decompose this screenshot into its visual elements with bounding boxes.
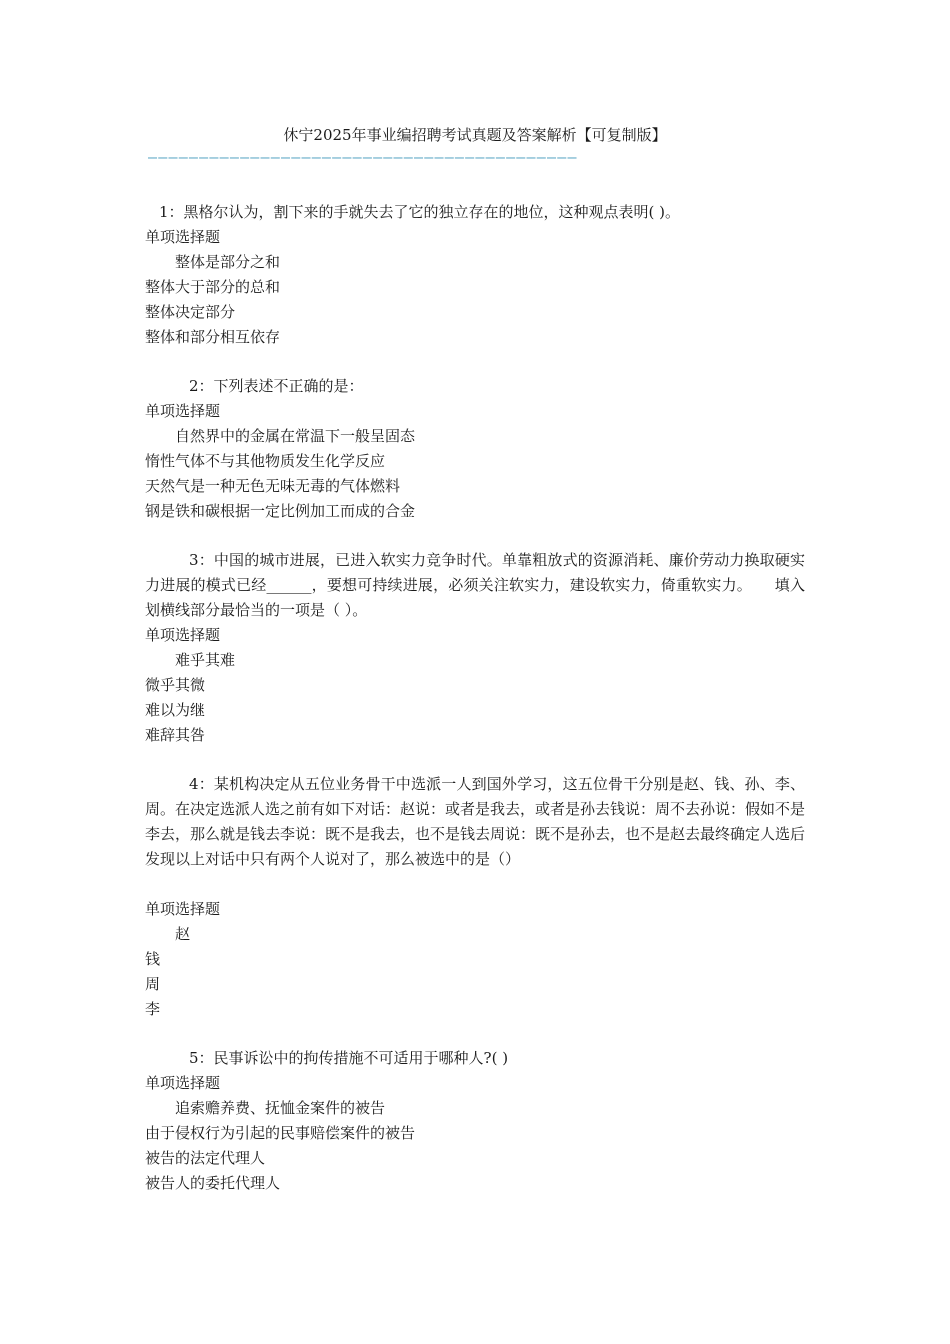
option-d[interactable]: 难辞其咎	[145, 726, 206, 744]
question-2	[145, 374, 805, 524]
question-type: 单项选择题	[145, 900, 221, 918]
option-c[interactable]: 难以为继	[145, 701, 206, 719]
question-5	[145, 1046, 805, 1196]
question-type: 单项选择题	[145, 402, 221, 420]
option-b[interactable]: 惰性气体不与其他物质发生化学反应	[145, 452, 386, 470]
option-b[interactable]: 钱	[145, 950, 161, 968]
option-a[interactable]: 难乎其难	[175, 651, 236, 669]
question-stem	[145, 772, 805, 872]
question-number: 1：	[159, 203, 184, 221]
question-text: 黑格尔认为，割下来的手就失去了它的独立存在的地位，这种观点表明( )。	[183, 203, 681, 221]
question-1	[145, 200, 805, 350]
question-text: 某机构决定从五位业务骨干中选派一人到国外学习，这五位骨干分别是赵、钱、孙、李、周。在决定选派人选之前有如下对话：赵说：或者是我去，或者是孙去钱说：周不去孙说：假如不是李去，那么就是钱去李说：既不是我去，也不是钱去周说：既不是孙去，也不是赵去最终确定人选后发现以上对话中只有两个人说对了，那么被选中的是（）	[145, 775, 806, 868]
option-a[interactable]: 追索赡养费、抚恤金案件的被告	[175, 1099, 386, 1117]
question-4	[145, 772, 805, 1022]
option-a[interactable]: 整体是部分之和	[175, 253, 281, 271]
title-divider: ——————————————————————————————————————————	[148, 148, 578, 166]
question-text: 下列表述不正确的是：	[213, 377, 364, 395]
question-number: 5：	[189, 1049, 214, 1067]
option-a[interactable]: 赵	[175, 925, 191, 943]
question-3	[145, 548, 805, 748]
option-d[interactable]: 李	[145, 1000, 161, 1018]
option-d[interactable]: 被告人的委托代理人	[145, 1174, 281, 1192]
option-c[interactable]: 整体决定部分	[145, 303, 236, 321]
question-number: 3：	[189, 551, 214, 569]
question-text: 民事诉讼中的拘传措施不可适用于哪种人?( )	[213, 1049, 509, 1067]
question-type: 单项选择题	[145, 1074, 221, 1092]
option-b[interactable]: 由于侵权行为引起的民事赔偿案件的被告	[145, 1124, 416, 1142]
question-stem	[145, 374, 805, 399]
question-number: 4：	[189, 775, 214, 793]
question-stem	[145, 548, 805, 623]
question-stem	[145, 200, 805, 225]
question-type: 单项选择题	[145, 228, 221, 246]
option-c[interactable]: 周	[145, 975, 161, 993]
question-number: 2：	[189, 377, 214, 395]
question-type: 单项选择题	[145, 626, 221, 644]
option-d[interactable]: 钢是铁和碳根据一定比例加工而成的合金	[145, 502, 416, 520]
option-d[interactable]: 整体和部分相互依存	[145, 328, 281, 346]
document-title: 休宁2025年事业编招聘考试真题及答案解析【可复制版】	[283, 126, 667, 144]
option-a[interactable]: 自然界中的金属在常温下一般呈固态	[175, 427, 416, 445]
question-stem	[145, 1046, 805, 1071]
question-text: 中国的城市进展，已进入软实力竞争时代。单靠粗放式的资源消耗、廉价劳动力换取硬实力进展的模式已经______，要想可持续进展，必须关注软实力，建设软实力，倚重软实力。 填入划横线部分最恰当的一项是（ ）。	[145, 551, 805, 619]
option-c[interactable]: 被告的法定代理人	[145, 1149, 266, 1167]
option-c[interactable]: 天然气是一种无色无味无毒的气体燃料	[145, 477, 401, 495]
option-b[interactable]: 整体大于部分的总和	[145, 278, 281, 296]
option-b[interactable]: 微乎其微	[145, 676, 206, 694]
